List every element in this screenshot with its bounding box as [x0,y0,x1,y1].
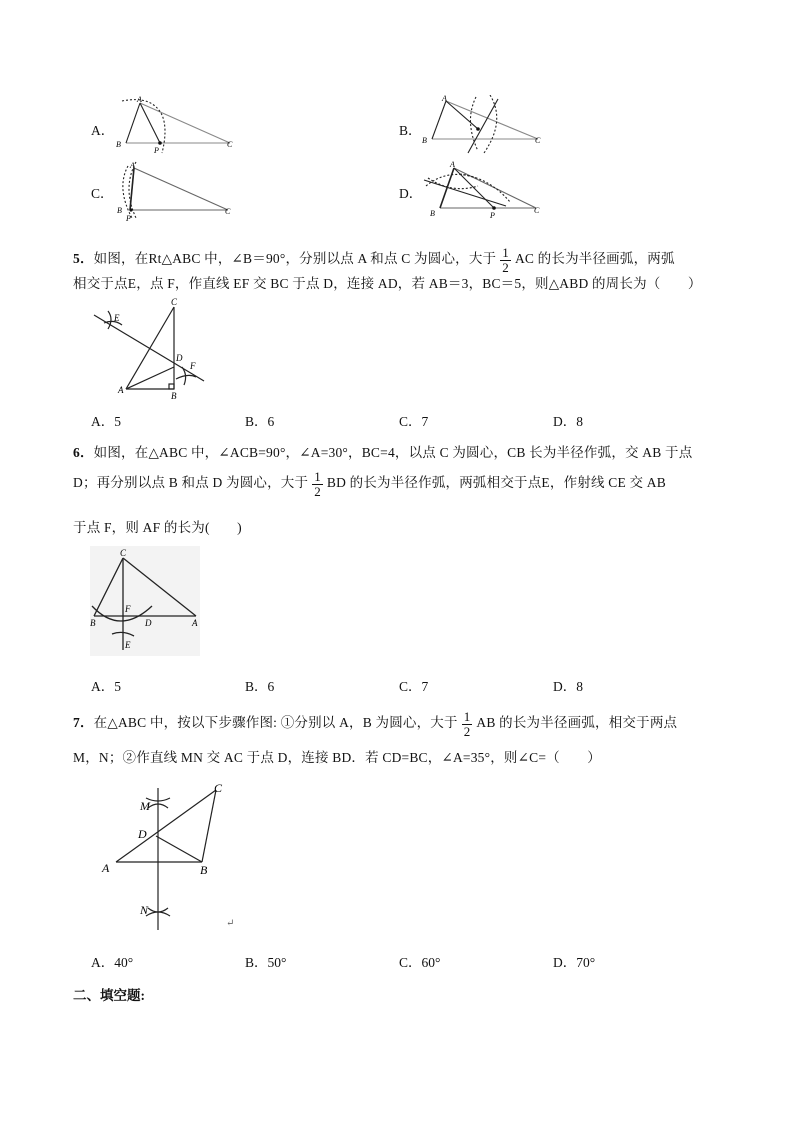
q4-option-a-figure [112,95,242,155]
q5-line-2: 相交于点E，点 F，作直线 EF 交 BC 于点 D，连接 AD，若 AB＝3，BC＝5，则△ABD 的周长为（ ） [73,276,702,291]
q5-frac-den: 2 [502,259,509,275]
q6-option-b[interactable]: B．6 [245,679,275,694]
q6-frac-num: 1 [314,469,321,484]
q5-figure [90,297,215,402]
q7-text-1a: 在△ABC 中，按以下步骤作图: ①分别以 A，B 为圆心，大于 [93,715,458,731]
q5-point-f: F [190,361,196,371]
q6-fraction [312,470,323,498]
q7-frac-den: 2 [463,723,471,739]
q7-fraction [462,710,473,738]
q7-point-c: C [214,781,223,795]
q7-frac-num: 1 [463,709,471,724]
q5-point-c: C [171,297,178,307]
q4a-point-p: P [154,146,159,155]
q7-point-n: N [140,903,149,917]
q7-point-a: A [102,861,110,875]
q7-option-b[interactable]: B．50° [245,955,287,970]
q7-point-m: M [140,799,150,813]
q7-point-d: D [138,827,147,841]
q7-number: 7． [73,715,94,731]
q6-line-1 [73,441,692,461]
q5-number: 5． [73,251,94,267]
q4c-point-b: B [117,206,122,215]
q4-option-b-figure [420,95,550,155]
q4-option-d-label[interactable]: D． [399,186,423,201]
q7-option-a[interactable]: A．40° [91,955,134,970]
q4-option-d-figure [420,158,550,222]
q7-figure [98,778,248,938]
q7-option-d[interactable]: D．70° [553,955,596,970]
q5-point-a: A [118,385,124,395]
q4-option-b-label[interactable]: B． [399,123,422,138]
q7-line-1 [73,710,677,738]
q6-option-a[interactable]: A．5 [91,679,121,694]
q6-point-e: E [125,640,131,650]
q4b-point-c: C [535,136,541,145]
q7-line-2: M，N；②作直线 MN 交 AC 于点 D，连接 BD．若 CD=BC，∠A=35°，则∠C=（ ） [73,750,601,765]
q6-frac-den: 2 [314,483,321,499]
q4a-point-b: B [116,140,121,149]
q6-point-f: F [125,604,131,614]
q5-option-c[interactable]: C．7 [399,414,429,429]
q5-text-1b: AC 的长为半径画弧，两弧 [514,251,675,267]
q6-figure [90,546,202,658]
q4d-point-c: C [534,206,540,215]
q4c-point-a: A [130,161,135,170]
q4-option-c-figure [112,158,242,222]
section-heading-fill-in: 二、填空题: [73,988,145,1003]
q5-option-d[interactable]: D．8 [553,414,583,429]
q4d-point-a: A [450,160,455,169]
q5-point-e: E [114,313,120,323]
q4b-point-b: B [422,136,427,145]
q6-option-c[interactable]: C．7 [399,679,429,694]
q4b-point-a: A [442,95,447,103]
q4c-point-c: C [225,207,231,216]
q5-line-1 [73,246,675,274]
q5-option-b[interactable]: B．6 [245,414,275,429]
q7-point-b: B [200,863,208,877]
q6-line-2 [73,470,666,498]
q5-text-1a: 如图，在Rt△ABC 中，∠B＝90°，分别以点 A 和点 C 为圆心，大于 [93,251,497,267]
q4d-point-p: P [490,211,495,220]
q4a-point-a: A [137,95,142,104]
q4-option-c-label[interactable]: C． [91,186,114,201]
q4d-point-b: B [430,209,435,218]
q4c-point-p: P [126,214,131,222]
q6-text-2a: D；再分别以点 B 和点 D 为圆心，大于 [73,475,309,491]
q4-option-a-label[interactable]: A． [91,123,115,138]
q7-option-c[interactable]: C．60° [399,955,441,970]
q6-point-a: A [192,618,198,628]
q5-point-d: D [176,353,183,363]
q6-point-c: C [120,548,127,558]
q7-text-1b: AB 的长为半径画弧，相交于两点 [476,715,678,731]
q4a-point-c: C [227,140,233,149]
q6-point-d: D [145,618,152,628]
q6-text-2b: BD 的长为半径作弧，两弧相交于点E，作射线 CE 交 AB [326,475,666,491]
return-mark: ↵ [226,918,235,929]
q5-fraction [500,246,511,274]
q6-option-d[interactable]: D．8 [553,679,583,694]
q6-number: 6． [73,445,94,460]
q5-frac-num: 1 [502,245,509,260]
q5-point-b: B [171,391,177,401]
q6-text-1: 如图，在△ABC 中，∠ACB=90°，∠A=30°，BC=4，以点 C 为圆心，CB 长为半径作弧，交 AB 于点 [93,445,693,460]
q6-point-b: B [90,618,96,628]
q6-line-3: 于点 F，则 AF 的长为( ) [73,520,242,535]
q5-option-a[interactable]: A．5 [91,414,121,429]
